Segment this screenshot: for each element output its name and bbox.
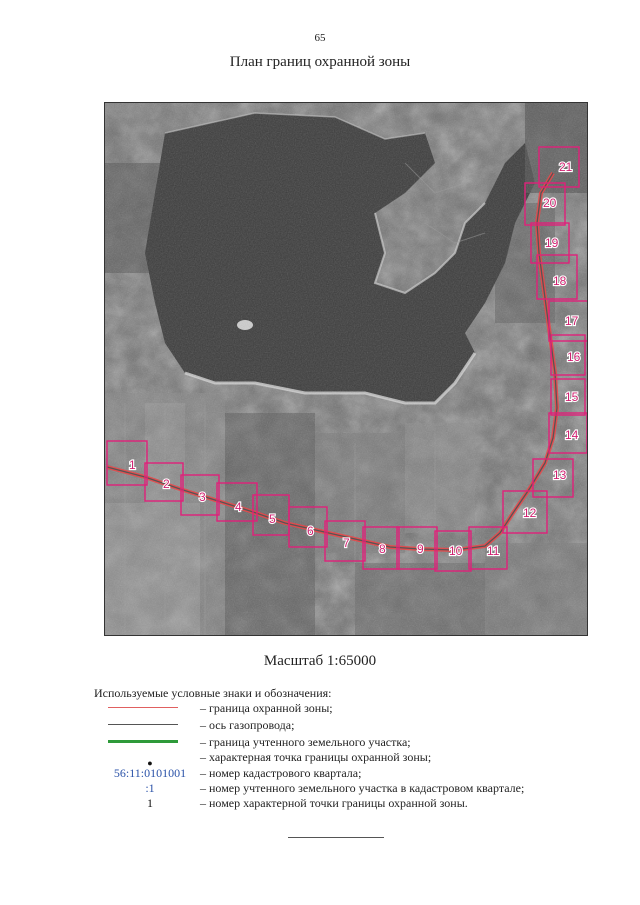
- section-label: 8: [379, 542, 386, 556]
- section-label: 20: [543, 196, 557, 210]
- section-label: 17: [565, 314, 579, 328]
- legend-description: – ось газопровода;: [200, 718, 295, 732]
- legend-symbol: [100, 718, 200, 732]
- legend-symbol: 1: [147, 796, 153, 810]
- map-scale: Масштаб 1:65000: [263, 653, 377, 669]
- legend-description: – характерная точка границы охранной зоны;: [200, 750, 432, 764]
- legend-item-land-plot-boundary: [100, 735, 580, 749]
- section-label: 4: [235, 500, 242, 514]
- satellite-map[interactable]: [104, 102, 588, 636]
- section-label: 19: [545, 236, 559, 250]
- section-label: 9: [417, 542, 424, 556]
- section-label: 10: [449, 544, 463, 558]
- section-label: 11: [487, 544, 500, 558]
- image-grain: [105, 103, 588, 636]
- section-label: 12: [523, 506, 537, 520]
- section-label: 3: [199, 490, 206, 504]
- section-label: 1: [129, 458, 136, 472]
- legend-description: – граница учтенного земельного участка;: [200, 735, 411, 749]
- section-label: 7: [343, 536, 350, 550]
- section-label: 6: [307, 524, 314, 538]
- legend-description: – номер характерной точки границы охранной зоны.: [200, 796, 468, 810]
- legend-symbol: 56:11:0101001: [113, 766, 187, 780]
- legend-description: – номер кадастрового квартала;: [200, 766, 362, 780]
- section-label: 14: [565, 428, 579, 442]
- section-label: 2: [163, 477, 170, 491]
- legend-item-buffer-zone: [100, 701, 580, 715]
- legend-item-boundary-point: [100, 750, 580, 768]
- legend-symbol: [100, 701, 200, 715]
- page-number: 65: [314, 32, 326, 44]
- section-label: 13: [553, 468, 567, 482]
- point-marker-icon: ●: [147, 758, 153, 768]
- footer-rule: [288, 837, 384, 838]
- legend-item-point-number: [100, 796, 580, 810]
- legend-description: – номер учтенного земельного участка в кадастровом квартале;: [200, 781, 525, 795]
- section-label: 5: [269, 512, 276, 526]
- section-label: 21: [559, 160, 573, 174]
- legend-item-pipeline-axis: [100, 718, 580, 732]
- legend-symbol: :1: [145, 781, 155, 795]
- legend-item-cadastral-quarter: [100, 766, 580, 780]
- legend-symbol: [100, 735, 200, 749]
- legend-heading: Используемые условные знаки и обозначения:: [94, 686, 332, 700]
- page-title: План границ охранной зоны: [229, 54, 411, 70]
- section-label: 15: [565, 390, 579, 404]
- section-label: 18: [553, 274, 567, 288]
- section-label: 16: [567, 350, 581, 364]
- legend-item-land-plot-number: [100, 781, 580, 795]
- legend-description: – граница охранной зоны;: [200, 701, 333, 715]
